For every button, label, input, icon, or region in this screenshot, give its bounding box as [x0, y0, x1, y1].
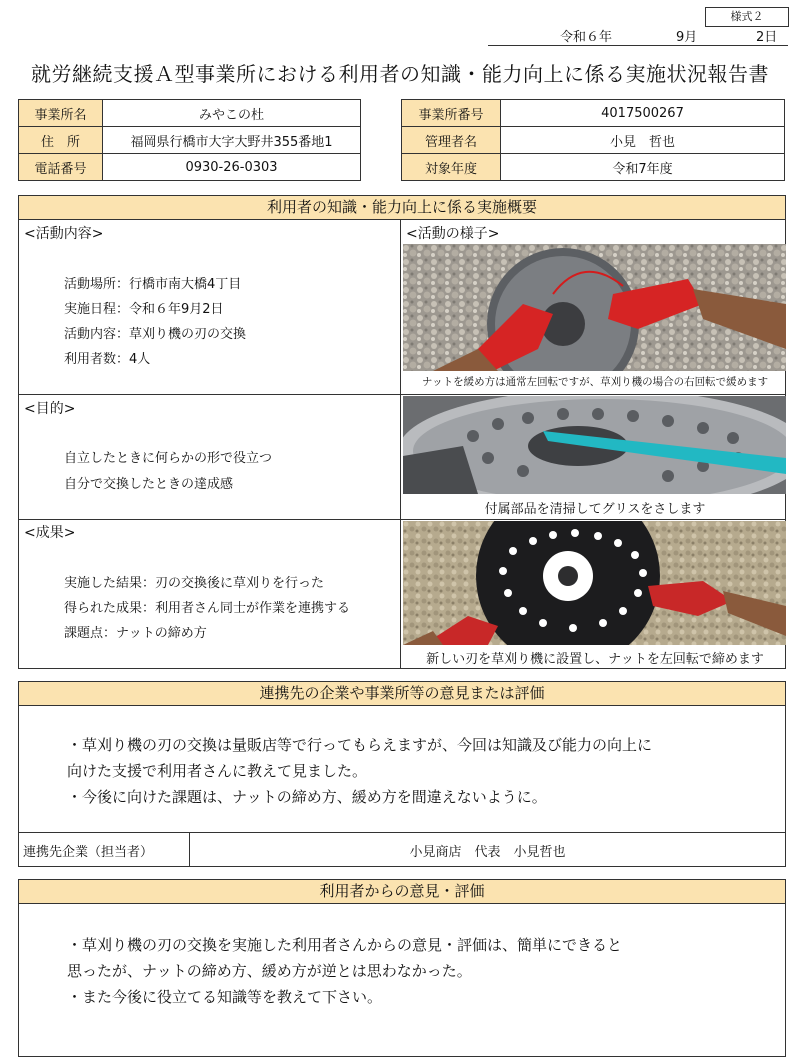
partner-comment-line: ・今後に向けた課題は、ナットの締め方、緩め方を間違えないように。	[67, 788, 547, 806]
activity-heading: <活動内容>	[24, 226, 104, 242]
date-day: 2日	[756, 30, 778, 45]
partner-section	[18, 681, 786, 867]
photo-loosening-nut	[403, 244, 786, 371]
user-comment-line: ・また今後に役立てる知識等を教えて下さい。	[67, 988, 383, 1006]
row-divider	[19, 519, 400, 520]
user-comment-line: ・草刈り機の刃の交換を実施した利用者さんからの意見・評価は、簡単にできると	[67, 936, 623, 954]
partner-comment-line: 向けた支援で利用者さんに教えて見ました。	[67, 762, 368, 780]
result-line: 実施した結果：刃の交換後に草刈りを行った	[64, 576, 325, 591]
overview-heading: 利用者の知識・能力向上に係る実施概要	[19, 196, 785, 220]
phone-label: 電話番号	[19, 154, 103, 181]
info-row	[402, 127, 785, 154]
info-row	[19, 154, 361, 181]
address-label: 住 所	[19, 127, 103, 154]
result-heading: <成果>	[24, 525, 76, 541]
facility-number-label: 事業所番号	[402, 100, 501, 127]
info-row	[19, 127, 361, 154]
row-divider	[19, 832, 785, 833]
date-month: 9月	[676, 30, 698, 45]
phone-value: 0930-26-0303	[103, 154, 361, 181]
user-feedback-section	[18, 879, 786, 1057]
address-value: 福岡県行橋市大字大野井355番地1	[103, 127, 361, 154]
info-row	[402, 100, 785, 127]
info-row	[402, 154, 785, 181]
manager-label: 管理者名	[402, 127, 501, 154]
overview-section	[18, 195, 786, 669]
column-divider	[400, 220, 401, 669]
activity-user-count: 利用者数：4人	[64, 352, 151, 367]
target-year-value: 令和7年度	[501, 154, 785, 181]
facility-info-table	[18, 99, 361, 181]
photo-installing-blade	[403, 521, 786, 645]
photo-caption: 新しい刃を草刈り機に設置し、ナットを左回転で締めます	[426, 652, 764, 667]
purpose-line: 自分で交換したときの達成感	[64, 477, 234, 492]
user-feedback-heading: 利用者からの意見・評価	[19, 880, 785, 904]
activity-content: 活動内容：草刈り機の刃の交換	[64, 327, 247, 342]
facility-name-value: みやこの杜	[103, 100, 361, 127]
form-number: 様式２	[705, 7, 789, 27]
result-line: 得られた成果：利用者さん同士が作業を連携する	[64, 601, 351, 616]
purpose-heading: <目的>	[24, 401, 76, 417]
result-line: 課題点：ナットの締め方	[64, 626, 207, 641]
facility-meta-table	[401, 99, 785, 181]
facility-number-value: 4017500267	[501, 100, 785, 127]
photos-heading: <活動の様子>	[406, 226, 500, 242]
photo-caption: ナットを緩め方は通常左回転ですが、草刈り機の場合の右回転で緩めます	[421, 376, 769, 388]
partner-heading: 連携先の企業や事業所等の意見または評価	[19, 682, 785, 706]
facility-name-label: 事業所名	[19, 100, 103, 127]
partner-company-value: 小見商店 代表 小見哲也	[409, 845, 566, 860]
user-comment-line: 思ったが、ナットの締め方、緩め方が逆とは思わなかった。	[67, 962, 472, 980]
photo-cleaning-grease	[403, 396, 786, 494]
activity-place: 活動場所：行橋市南大橋4丁目	[64, 277, 242, 292]
partner-comment-line: ・草刈り機の刃の交換は量販店等で行ってもらえますが、今回は知識及び能力の向上に	[67, 736, 653, 754]
target-year-label: 対象年度	[402, 154, 501, 181]
activity-date: 実施日程：令和６年9月2日	[64, 302, 224, 317]
date-era-year: 令和６年	[560, 30, 613, 45]
info-row	[19, 100, 361, 127]
photo-caption: 付属部品を清掃してグリスをさします	[484, 502, 706, 517]
row-divider	[400, 519, 786, 520]
page-title: 就労継続支援Ａ型事業所における利用者の知識・能力向上に係る実施状況報告書	[31, 62, 769, 86]
report-date	[488, 26, 788, 46]
purpose-line: 自立したときに何らかの形で役立つ	[64, 451, 273, 466]
manager-value: 小見 哲也	[501, 127, 785, 154]
partner-company-label: 連携先企業（担当者）	[23, 845, 154, 860]
row-divider	[19, 394, 400, 395]
row-divider	[400, 394, 786, 395]
